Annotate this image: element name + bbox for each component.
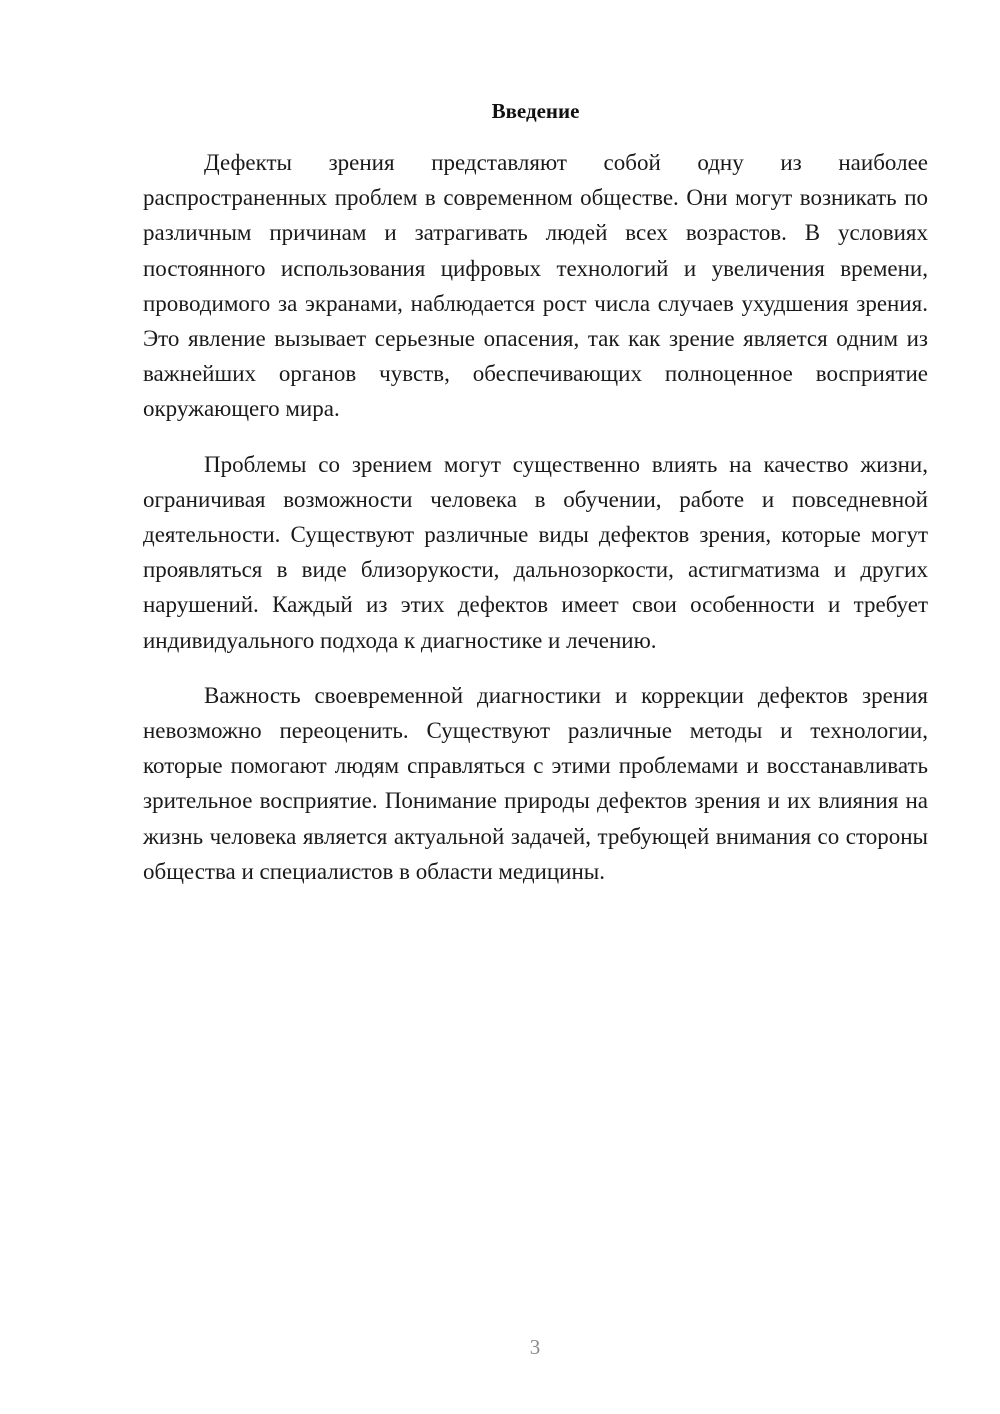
paragraph-1: Дефекты зрения представляют собой одну из наиболее распространенных проблем в современном обществе. Они могут возникать по различным причинам и затрагивать людей всех возрастов. В условиях постоянного использования цифровых технологий и увеличения времени, проводимого за экранами, наблюдается рост числа случаев ухудшения зрения. Это явление вызывает серьезные опасения, так как зрение является одним из важнейших органов чувств, обеспечивающих полноценное восприятие окружающего мира.	[143, 150, 928, 422]
page-content	[143, 97, 928, 889]
page-number: 3	[529, 1335, 541, 1359]
paragraph-3: Важность своевременной диагностики и коррекции дефектов зрения невозможно переоценить. Существуют различные методы и технологии, которые помогают людям справляться с этими проблемами и восстанавливать зрительное восприятие. Понимание природы дефектов зрения и их влияния на жизнь человека является актуальной задачей, требующей внимания со стороны общества и специалистов в области медицины.	[143, 682, 928, 884]
paragraph-2: Проблемы со зрением могут существенно влиять на качество жизни, ограничивая возможности человека в обучении, работе и повседневной деятельности. Существуют различные виды дефектов зрения, которые могут проявляться в виде близорукости, дальнозоркости, астигматизма и других нарушений. Каждый из этих дефектов имеет свои особенности и требует индивидуального подхода к диагностике и лечению.	[143, 451, 928, 653]
section-title: Введение	[491, 99, 580, 123]
